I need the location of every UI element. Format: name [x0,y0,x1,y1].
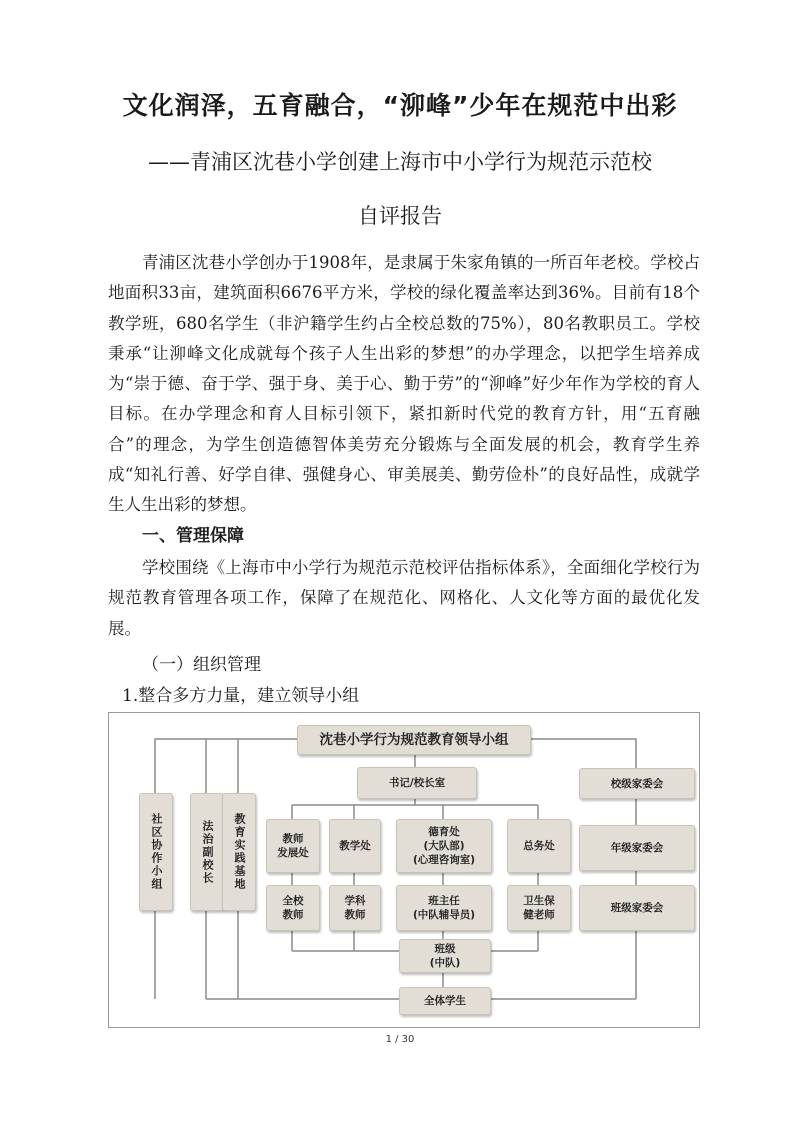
document-title: 文化润泽，五育融合，“泖峰”少年在规范中出彩 [122,91,678,120]
section-heading-management: 一、管理保障 [142,526,244,546]
committee-box: 校级家委会 [579,768,695,799]
committee-box: 年级家委会 [579,825,695,871]
leadership-group-box: 沈巷小学行为规范教育领导小组 [297,725,531,755]
item-heading-leadership: 1.整合多方力量，建立领导小组 [122,686,360,706]
org-chart [108,712,700,1028]
left-group-box: 社区协作小组 [139,793,173,911]
intro-paragraph: 青浦区沈巷小学创办于1908年，是隶属于朱家角镇的一所百年老校。学校占地面积33亩，建筑面积6676平方米，学校的绿化覆盖率达到36%。目前有18个教学班，680名学生（非沪籍学生约占全校总数的75%），80名教职员工。学校秉承“让泖峰文化成就每个孩子人生出彩的梦想”的办学理念，以把学生培养成为“崇于德、奋于学、强于身、美于心、勤于劳”的“泖峰”好少年作为学校的育人目标。在办学理念和育人目标引领下，紧扣新时代党的教育方针，用“五育融合”的理念，为学生创造德智体美劳充分锻炼与全面发展的机会，教育学生养成“知礼行善、好学自律、强健身心、审美展美、勤劳俭朴”的良好品性，成就学生人生出彩的梦想。 [108,253,700,515]
students-box: 全体学生 [399,987,491,1015]
staff-box: 卫生保 健老师 [507,885,571,931]
staff-box: 班主任 (中队辅导员) [396,885,492,931]
report-title: 自评报告 [358,204,442,228]
section-paragraph-management: 学校围绕《上海市中小学行为规范示范校评估指标体系》，全面细化学校行为规范教育管理各项工作，保障了在规范化、网格化、人文化等方面的最优化发展。 [108,558,700,638]
staff-box: 学科 教师 [329,885,381,931]
department-box: 教学处 [329,819,381,873]
department-box: 总务处 [507,819,571,873]
committee-box: 班级家委会 [579,885,695,931]
left-group-box: 教育实践基地 [222,793,256,911]
department-box: 德育处 (大队部) (心理咨询室) [396,819,492,873]
document-subtitle: ——青浦区沈巷小学创建上海市中小学行为规范示范校 [148,150,652,174]
staff-box: 全校 教师 [266,885,320,931]
class-box: 班级 (中队) [399,939,491,973]
department-box: 教师 发展处 [266,819,320,873]
left-group-box: 法治副校长 [190,793,224,911]
subsection-heading-organization: （一）组织管理 [142,655,261,675]
office-box: 书记/校长室 [357,767,477,799]
page-number: 1 / 30 [385,1034,415,1045]
